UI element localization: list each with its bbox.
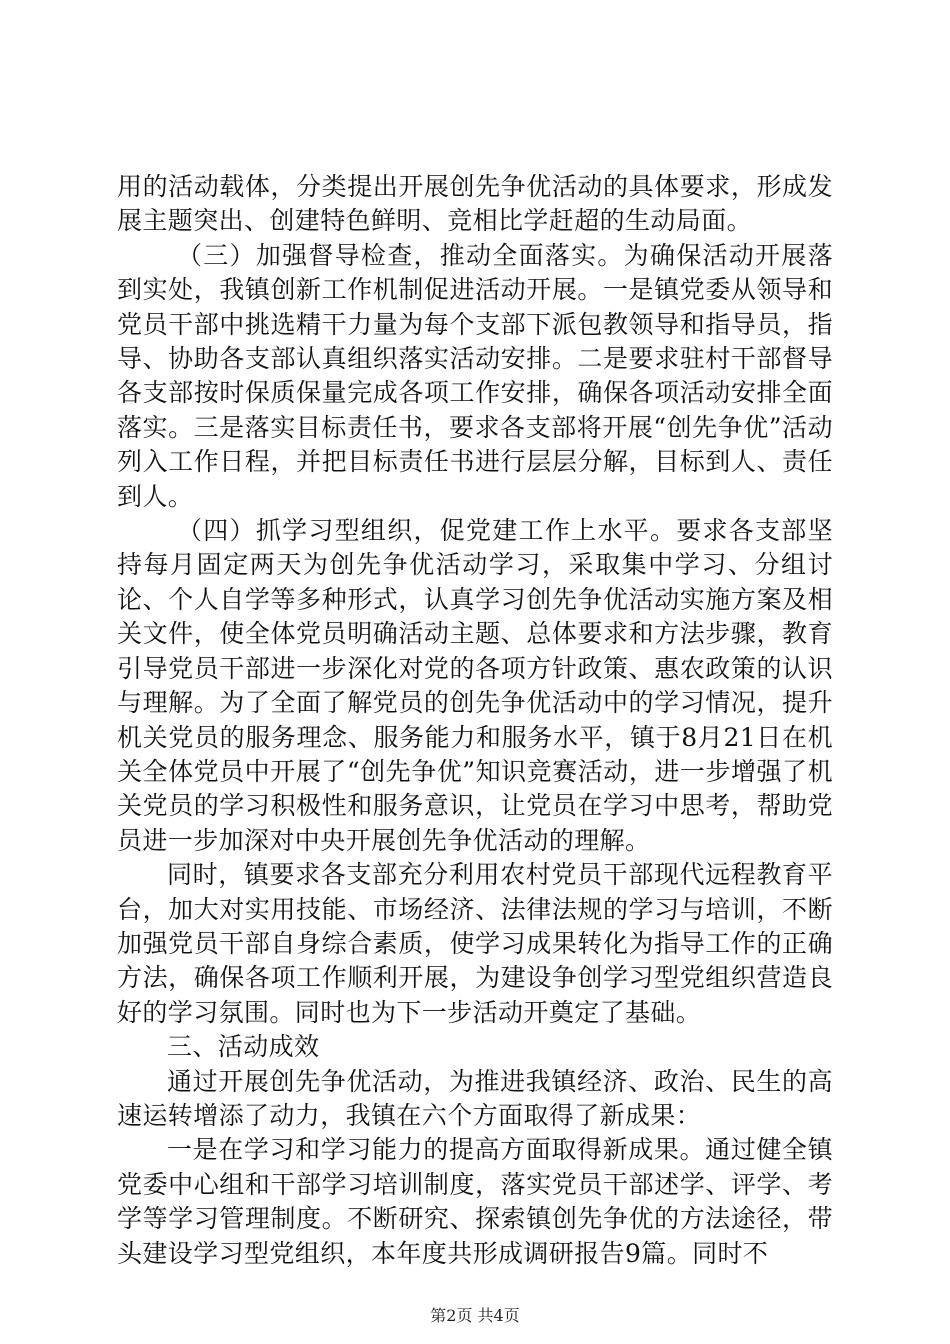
paragraph-continuation: 用的活动载体，分类提出开展创先争优活动的具体要求，形成发展主题突出、创建特色鲜明、竞相比学赶超的生动局面。 xyxy=(117,172,833,236)
paragraph-result-one: 一是在学习和学习能力的提高方面取得新成果。通过健全镇党委中心组和干部学习培训制度，落实党员干部述学、评学、考学等学习管理制度。不断研究、探索镇创先争优的方法途径，带头建设学习型党组织，本年度共形成调研报告9篇。同时不 xyxy=(117,1135,833,1268)
page-footer: 第2页 共4页 xyxy=(430,1306,520,1325)
section-heading-results: 三、活动成效 xyxy=(167,1032,320,1062)
paragraph-section-three: （三）加强督导检查，推动全面落实。为确保活动开展落到实处，我镇创新工作机制促进活动开展。一是镇党委从领导和党员干部中挑选精干力量为每个支部下派包教领导和指导员，指导、协助各支部认真组织落实活动安排。二是要求驻村干部督导各支部按时保质保量完成各项工作安排，确保各项活动安排全面落实。三是落实目标责任书，要求各支部将开展“创先争优”活动列入工作日程，并把目标责任书进行层层分解，目标到人、责任到人。 xyxy=(117,240,833,511)
paragraph-section-four: （四）抓学习型组织，促党建工作上水平。要求各支部坚持每月固定两天为创先争优活动学习，采取集中学习、分组讨论、个人自学等多种形式，认真学习创先争优活动实施方案及相关文件，使全体党员明确活动主题、总体要求和方法步骤，教育引导党员干部进一步深化对党的各项方针政策、惠农政策的认识与理解。为了全面了解党员的创先争优活动中的学习情况，提升机关党员的服务理念、服务能力和服务水平，镇于8月21日在机关全体党员中开展了“创先争优”知识竞赛活动，进一步增强了机关党员的学习积极性和服务意识，让党员在学习中思考，帮助党员进一步加深对中央开展创先争优活动的理解。 xyxy=(117,516,833,855)
paragraph-meanwhile: 同时，镇要求各支部充分利用农村党员干部现代远程教育平台，加大对实用技能、市场经济、法律法规的学习与培训，不断加强党员干部自身综合素质，使学习成果转化为指导工作的正确方法，确保各项工作顺利开展，为建设争创学习型党组织营造良好的学习氛围。同时也为下一步活动开奠定了基础。 xyxy=(117,860,833,1027)
paragraph-results-intro: 通过开展创先争优活动，为推进我镇经济、政治、民生的高速运转增添了动力，我镇在六个方面取得了新成果： xyxy=(117,1066,833,1130)
document-body xyxy=(117,170,833,1271)
